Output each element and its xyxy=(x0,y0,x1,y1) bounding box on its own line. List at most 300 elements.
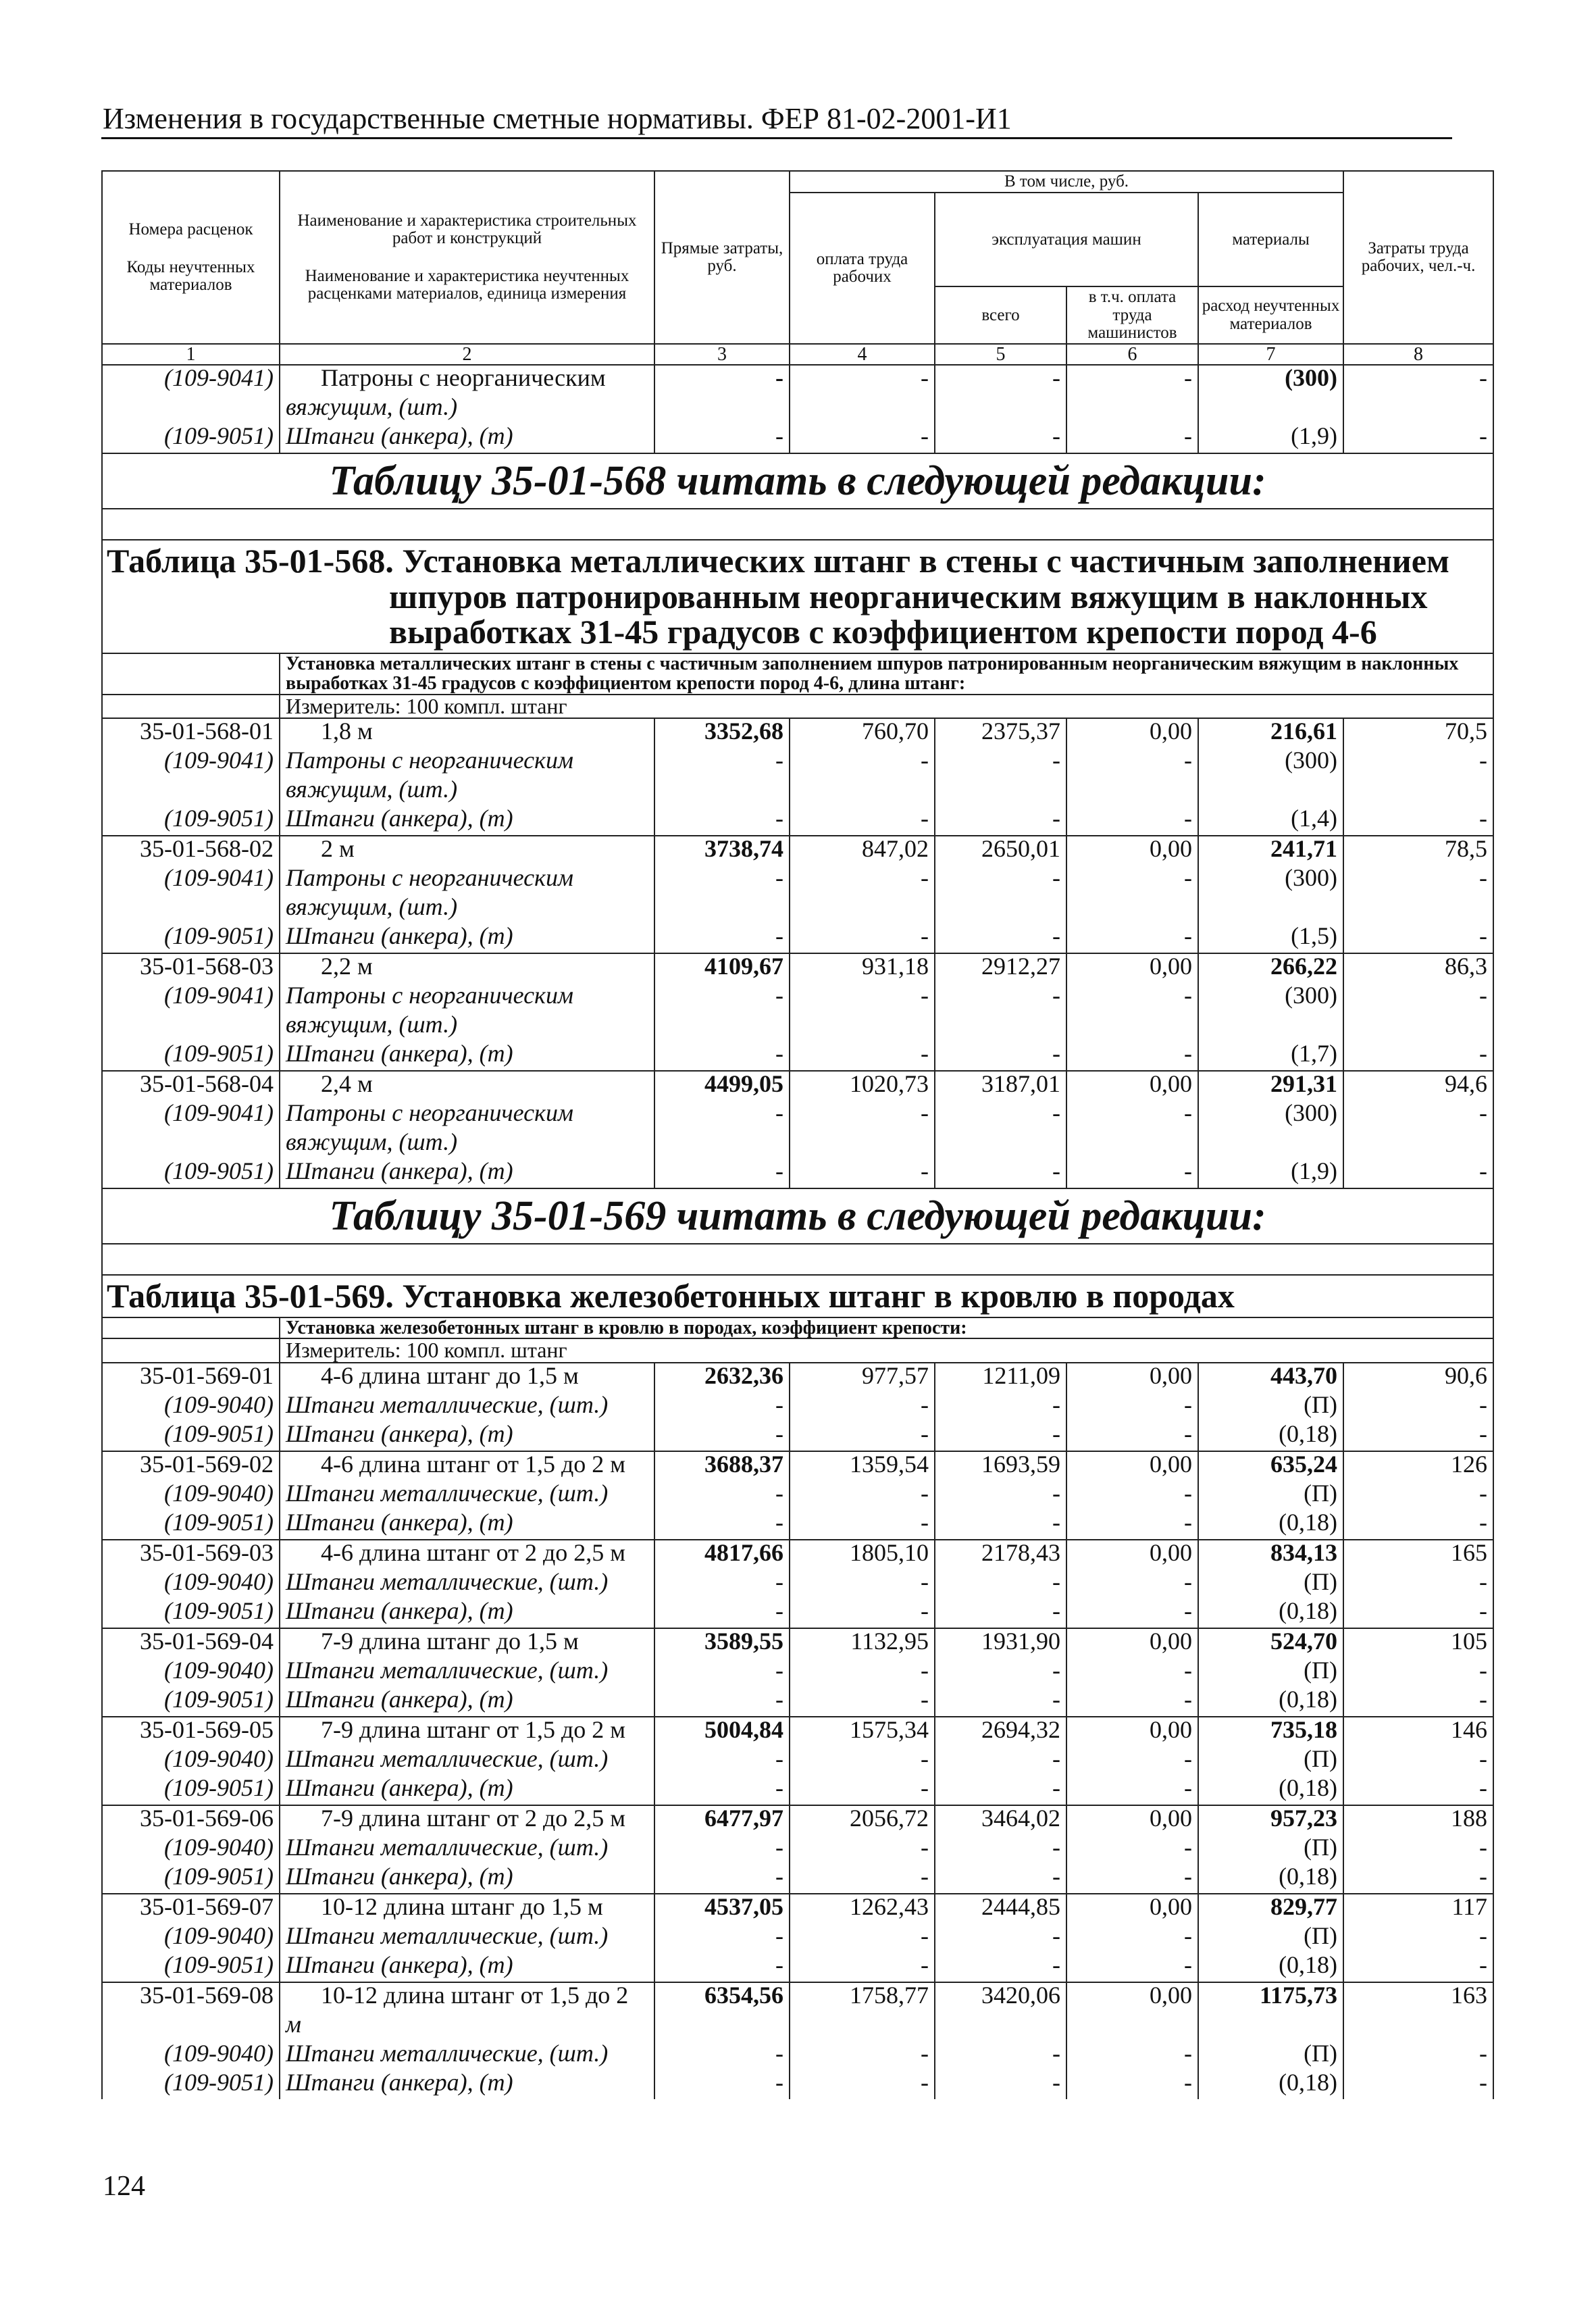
value-cell: 163 xyxy=(1343,1982,1493,2012)
table-row xyxy=(102,806,1493,836)
spacer-row xyxy=(102,1244,1493,1275)
value-cell: - xyxy=(654,1510,790,1540)
value-cell: 4109,67 xyxy=(654,953,790,983)
value-cell: 1805,10 xyxy=(790,1540,935,1569)
col-head-operator-wages: в т.ч. оплата труда машинистов xyxy=(1066,286,1198,344)
value-cell: - xyxy=(1066,1101,1198,1130)
value-cell: - xyxy=(1066,1422,1198,1451)
value-cell: - xyxy=(790,1159,935,1188)
value-cell: - xyxy=(1066,2070,1198,2099)
value-cell: 957,23 xyxy=(1198,1805,1343,1835)
value-cell: - xyxy=(1066,1953,1198,1982)
value-cell xyxy=(790,777,935,806)
material-code: (109-9040) xyxy=(102,1835,280,1864)
value-cell: 635,24 xyxy=(1198,1451,1343,1481)
value-cell: - xyxy=(935,1510,1066,1540)
value-cell: - xyxy=(790,1835,935,1864)
value-cell: - xyxy=(935,1392,1066,1422)
material-name: Штанги металлические, (шт.) xyxy=(280,1658,654,1687)
work-description: Патроны с неорганическим xyxy=(280,365,654,395)
value-cell: - xyxy=(935,1923,1066,1953)
rate-code: 35-01-569-07 xyxy=(102,1894,280,1923)
value-cell: 4499,05 xyxy=(654,1071,790,1101)
work-description: 10-12 длина штанг от 1,5 до 2 xyxy=(280,1982,654,2012)
value-cell: - xyxy=(1343,1041,1493,1071)
value-cell: (0,18) xyxy=(1198,1776,1343,1805)
value-cell xyxy=(790,395,935,424)
value-cell: - xyxy=(1343,806,1493,836)
value-cell: - xyxy=(790,1953,935,1982)
table-row xyxy=(102,1510,1493,1540)
material-code xyxy=(102,777,280,806)
material-code: (109-9051) xyxy=(102,424,280,453)
table-568-measure-row xyxy=(102,695,1493,719)
page-number: 124 xyxy=(103,2171,145,2202)
table-row xyxy=(102,1864,1493,1894)
value-cell: (П) xyxy=(1198,1746,1343,1776)
value-cell: (1,7) xyxy=(1198,1041,1343,1071)
value-cell: (П) xyxy=(1198,1392,1343,1422)
value-cell: 2694,32 xyxy=(935,1717,1066,1746)
material-code xyxy=(102,395,280,424)
value-cell: - xyxy=(1343,1422,1493,1451)
col-head-rate-numbers: Номера расценок xyxy=(128,220,253,238)
value-cell xyxy=(1066,1012,1198,1041)
material-name: Патроны с неорганическим xyxy=(280,1101,654,1130)
column-number: 8 xyxy=(1343,344,1493,365)
value-cell: (П) xyxy=(1198,2041,1343,2070)
value-cell: 146 xyxy=(1343,1717,1493,1746)
material-name: Патроны с неорганическим xyxy=(280,748,654,777)
material-name: Штанги (анкера), (т) xyxy=(280,806,654,836)
material-code: (109-9041) xyxy=(102,365,280,395)
value-cell: 266,22 xyxy=(1198,953,1343,983)
col-head-codes xyxy=(102,171,280,344)
value-cell: - xyxy=(790,1923,935,1953)
material-name: м xyxy=(280,2012,654,2041)
value-cell: - xyxy=(790,1041,935,1071)
value-cell: (П) xyxy=(1198,1658,1343,1687)
value-cell xyxy=(790,1012,935,1041)
value-cell: - xyxy=(790,1422,935,1451)
value-cell xyxy=(1198,1012,1343,1041)
value-cell: (1,4) xyxy=(1198,806,1343,836)
value-cell: - xyxy=(790,865,935,895)
table-row xyxy=(102,1422,1493,1451)
work-description: 4-6 длина штанг до 1,5 м xyxy=(280,1363,654,1392)
value-cell xyxy=(790,2012,935,2041)
value-cell: - xyxy=(790,1392,935,1422)
value-cell xyxy=(1198,777,1343,806)
rate-code: 35-01-569-03 xyxy=(102,1540,280,1569)
value-cell: - xyxy=(1066,924,1198,953)
value-cell: - xyxy=(1066,365,1198,395)
material-name: Штанги (анкера), (т) xyxy=(280,1687,654,1717)
material-code: (109-9051) xyxy=(102,806,280,836)
value-cell: 90,6 xyxy=(1343,1363,1493,1392)
col-head-names xyxy=(280,171,654,344)
value-cell: (300) xyxy=(1198,748,1343,777)
material-code: (109-9051) xyxy=(102,1159,280,1188)
value-cell: 165 xyxy=(1343,1540,1493,1569)
value-cell: - xyxy=(935,748,1066,777)
material-code: (109-9041) xyxy=(102,865,280,895)
material-name: Штанги металлические, (шт.) xyxy=(280,2041,654,2070)
material-code xyxy=(102,1130,280,1159)
value-cell: - xyxy=(935,1101,1066,1130)
table-568-subheading: Установка металлических штанг в стены с частичным заполнением шпуров патронированным неорганическим вяжущим в наклонных выработках 31-45 градусов с коэффициентом крепости пород 4-6, длина штанг: xyxy=(280,653,1493,695)
value-cell: 0,00 xyxy=(1066,1717,1198,1746)
value-cell: 2912,27 xyxy=(935,953,1066,983)
value-cell: - xyxy=(1343,1923,1493,1953)
value-cell xyxy=(1343,895,1493,924)
work-description: 2,4 м xyxy=(280,1071,654,1101)
table-row xyxy=(102,1658,1493,1687)
value-cell: (300) xyxy=(1198,983,1343,1012)
value-cell: - xyxy=(1343,1569,1493,1599)
value-cell xyxy=(654,1012,790,1041)
col-head-work-name: Наименование и характеристика строительных работ и конструкций xyxy=(297,211,637,247)
value-cell: - xyxy=(654,1864,790,1894)
value-cell: - xyxy=(790,1569,935,1599)
value-cell xyxy=(654,777,790,806)
value-cell: 2632,36 xyxy=(654,1363,790,1392)
col-head-machines-total: всего xyxy=(935,286,1066,344)
value-cell: 1262,43 xyxy=(790,1894,935,1923)
value-cell: 829,77 xyxy=(1198,1894,1343,1923)
value-cell: - xyxy=(1343,865,1493,895)
value-cell: 735,18 xyxy=(1198,1717,1343,1746)
material-code: (109-9040) xyxy=(102,1569,280,1599)
material-name: Штанги (анкера), (т) xyxy=(280,1422,654,1451)
value-cell xyxy=(935,1012,1066,1041)
value-cell: 834,13 xyxy=(1198,1540,1343,1569)
value-cell xyxy=(935,395,1066,424)
value-cell: 105 xyxy=(1343,1628,1493,1658)
value-cell xyxy=(654,2012,790,2041)
value-cell: - xyxy=(935,1569,1066,1599)
value-cell: 3420,06 xyxy=(935,1982,1066,2012)
value-cell: - xyxy=(1066,424,1198,453)
value-cell: - xyxy=(790,424,935,453)
material-name: Штанги (анкера), (т) xyxy=(280,1041,654,1071)
rate-code: 35-01-569-04 xyxy=(102,1628,280,1658)
value-cell: - xyxy=(654,1599,790,1628)
material-code xyxy=(102,895,280,924)
work-description: 10-12 длина штанг до 1,5 м xyxy=(280,1894,654,1923)
value-cell xyxy=(1198,395,1343,424)
rate-code: 35-01-569-05 xyxy=(102,1717,280,1746)
value-cell: - xyxy=(654,2041,790,2070)
value-cell: - xyxy=(935,1835,1066,1864)
table-row xyxy=(102,1717,1493,1746)
value-cell: - xyxy=(654,2070,790,2099)
value-cell: 2650,01 xyxy=(935,836,1066,865)
value-cell: - xyxy=(1343,924,1493,953)
table-row xyxy=(102,1982,1493,2012)
col-head-labor: Затраты труда рабочих, чел.-ч. xyxy=(1343,171,1493,344)
value-cell: - xyxy=(1343,1835,1493,1864)
value-cell: - xyxy=(935,2041,1066,2070)
value-cell: 3352,68 xyxy=(654,718,790,748)
table-row xyxy=(102,1805,1493,1835)
value-cell xyxy=(935,895,1066,924)
value-cell: (0,18) xyxy=(1198,1953,1343,1982)
table-row xyxy=(102,777,1493,806)
value-cell xyxy=(1066,395,1198,424)
work-description: 4-6 длина штанг от 2 до 2,5 м xyxy=(280,1540,654,1569)
column-number: 6 xyxy=(1066,344,1198,365)
empty-cell xyxy=(102,653,280,695)
value-cell: (300) xyxy=(1198,365,1343,395)
material-name: вяжущим, (шт.) xyxy=(280,777,654,806)
value-cell: - xyxy=(654,1422,790,1451)
table-row xyxy=(102,865,1493,895)
value-cell xyxy=(935,777,1066,806)
value-cell: - xyxy=(1066,1658,1198,1687)
table-row xyxy=(102,1569,1493,1599)
value-cell: 94,6 xyxy=(1343,1071,1493,1101)
redaction-note-row xyxy=(102,453,1493,509)
value-cell: - xyxy=(654,865,790,895)
value-cell: - xyxy=(654,1569,790,1599)
value-cell: - xyxy=(1066,1510,1198,1540)
material-name: вяжущим, (шт.) xyxy=(280,395,654,424)
value-cell: 2375,37 xyxy=(935,718,1066,748)
work-description: 7-9 длина штанг от 2 до 2,5 м xyxy=(280,1805,654,1835)
table-row xyxy=(102,836,1493,865)
value-cell: - xyxy=(935,1776,1066,1805)
value-cell: - xyxy=(654,365,790,395)
material-code: (109-9051) xyxy=(102,1041,280,1071)
value-cell xyxy=(1343,1012,1493,1041)
value-cell: - xyxy=(1066,865,1198,895)
table-row xyxy=(102,1130,1493,1159)
value-cell: - xyxy=(790,1599,935,1628)
value-cell: - xyxy=(935,1864,1066,1894)
value-cell: - xyxy=(790,983,935,1012)
value-cell: - xyxy=(790,1658,935,1687)
value-cell: - xyxy=(654,1776,790,1805)
table-row xyxy=(102,1599,1493,1628)
value-cell: - xyxy=(1066,1776,1198,1805)
value-cell: 4817,66 xyxy=(654,1540,790,1569)
value-cell: 0,00 xyxy=(1066,1894,1198,1923)
column-number: 1 xyxy=(102,344,280,365)
col-head-direct-costs: Прямые затраты, руб. xyxy=(654,171,790,344)
table-row xyxy=(102,748,1493,777)
value-cell: - xyxy=(790,748,935,777)
value-cell: - xyxy=(1343,1159,1493,1188)
value-cell: 1575,34 xyxy=(790,1717,935,1746)
value-cell: (0,18) xyxy=(1198,1510,1343,1540)
material-code: (109-9051) xyxy=(102,1864,280,1894)
material-name: Штанги металлические, (шт.) xyxy=(280,1746,654,1776)
value-cell: - xyxy=(1343,2041,1493,2070)
value-cell: - xyxy=(935,1687,1066,1717)
table-row xyxy=(102,1451,1493,1481)
col-head-materials: материалы xyxy=(1198,193,1343,286)
table-row xyxy=(102,1835,1493,1864)
value-cell: - xyxy=(790,365,935,395)
material-name: Штанги (анкера), (т) xyxy=(280,2070,654,2099)
table-row xyxy=(102,365,1493,395)
value-cell: 0,00 xyxy=(1066,1982,1198,2012)
value-cell: - xyxy=(1066,806,1198,836)
rate-code: 35-01-569-08 xyxy=(102,1982,280,2012)
value-cell: - xyxy=(1343,1510,1493,1540)
value-cell: (300) xyxy=(1198,865,1343,895)
material-name: Штанги металлические, (шт.) xyxy=(280,1392,654,1422)
value-cell xyxy=(1343,2012,1493,2041)
table-569-measure: Измеритель: 100 компл. штанг xyxy=(280,1338,1493,1363)
value-cell: 524,70 xyxy=(1198,1628,1343,1658)
value-cell: 0,00 xyxy=(1066,1628,1198,1658)
value-cell: - xyxy=(1066,1835,1198,1864)
value-cell: - xyxy=(790,1746,935,1776)
table-row xyxy=(102,983,1493,1012)
material-name: вяжущим, (шт.) xyxy=(280,1012,654,1041)
value-cell: (П) xyxy=(1198,1835,1343,1864)
material-code: (109-9040) xyxy=(102,1923,280,1953)
material-name: Штанги металлические, (шт.) xyxy=(280,1481,654,1510)
value-cell xyxy=(654,1130,790,1159)
table-569-title-row xyxy=(102,1275,1493,1317)
value-cell: - xyxy=(1343,424,1493,453)
material-name: Штанги (анкера), (т) xyxy=(280,424,654,453)
rate-code: 35-01-568-03 xyxy=(102,953,280,983)
table-row xyxy=(102,1776,1493,1805)
value-cell xyxy=(790,895,935,924)
value-cell: - xyxy=(654,924,790,953)
value-cell: 847,02 xyxy=(790,836,935,865)
value-cell: 0,00 xyxy=(1066,1071,1198,1101)
value-cell: - xyxy=(935,865,1066,895)
redaction-note: Таблицу 35-01-569 читать в следующей редакции: xyxy=(102,1188,1493,1244)
value-cell: - xyxy=(1066,1159,1198,1188)
value-cell xyxy=(935,1130,1066,1159)
value-cell xyxy=(1198,1130,1343,1159)
material-code: (109-9040) xyxy=(102,1658,280,1687)
table-row xyxy=(102,895,1493,924)
value-cell xyxy=(1343,1130,1493,1159)
value-cell: - xyxy=(1343,1658,1493,1687)
value-cell: 6477,97 xyxy=(654,1805,790,1835)
page-header: Изменения в государственные сметные нормативы. ФЕР 81-02-2001-И1 xyxy=(103,102,1012,135)
value-cell: 0,00 xyxy=(1066,1451,1198,1481)
table-row xyxy=(102,2041,1493,2070)
value-cell: 70,5 xyxy=(1343,718,1493,748)
material-name: Штанги (анкера), (т) xyxy=(280,1776,654,1805)
value-cell: - xyxy=(1066,1923,1198,1953)
material-code: (109-9051) xyxy=(102,2070,280,2099)
value-cell: - xyxy=(1066,1864,1198,1894)
table-569-subheading: Установка железобетонных штанг в кровлю в породах, коэффициент крепости: xyxy=(280,1317,1493,1338)
value-cell: - xyxy=(1343,1481,1493,1510)
value-cell: (0,18) xyxy=(1198,2070,1343,2099)
rate-code: 35-01-568-01 xyxy=(102,718,280,748)
table-569-subheading-row xyxy=(102,1317,1493,1338)
material-name: Штанги (анкера), (т) xyxy=(280,1864,654,1894)
table-568-title-rest: шпуров патронированным неорганическим вяжущим в наклонных выработках 31-45 градусов с коэффициентом крепости пород 4-6 xyxy=(389,577,1428,651)
value-cell: - xyxy=(790,924,935,953)
table-row xyxy=(102,1894,1493,1923)
value-cell: - xyxy=(1066,2041,1198,2070)
column-number: 7 xyxy=(1198,344,1343,365)
value-cell: - xyxy=(654,1159,790,1188)
material-code: (109-9051) xyxy=(102,1422,280,1451)
table-row xyxy=(102,718,1493,748)
value-cell: - xyxy=(1343,1101,1493,1130)
table-row xyxy=(102,1687,1493,1717)
value-cell: 78,5 xyxy=(1343,836,1493,865)
work-description: 7-9 длина штанг от 1,5 до 2 м xyxy=(280,1717,654,1746)
material-name: Штанги (анкера), (т) xyxy=(280,1510,654,1540)
value-cell: 241,71 xyxy=(1198,836,1343,865)
column-numbers-row xyxy=(102,344,1493,365)
empty-cell xyxy=(102,1317,280,1338)
material-code: (109-9041) xyxy=(102,983,280,1012)
value-cell: - xyxy=(935,424,1066,453)
material-code: (109-9051) xyxy=(102,1953,280,1982)
col-head-material-codes: Коды неучтенных материалов xyxy=(126,257,255,295)
table-row xyxy=(102,1540,1493,1569)
table-568-title-first: Таблица 35-01-568. Установка металлических штанг в стены с частичным заполнением xyxy=(107,542,1449,580)
value-cell: 216,61 xyxy=(1198,718,1343,748)
value-cell: (0,18) xyxy=(1198,1864,1343,1894)
value-cell: - xyxy=(654,1481,790,1510)
column-number: 3 xyxy=(654,344,790,365)
value-cell: 1693,59 xyxy=(935,1451,1066,1481)
spacer xyxy=(102,1244,1493,1275)
table-row xyxy=(102,1101,1493,1130)
value-cell: 3589,55 xyxy=(654,1628,790,1658)
material-name: Патроны с неорганическим xyxy=(280,865,654,895)
value-cell: 117 xyxy=(1343,1894,1493,1923)
value-cell: 0,00 xyxy=(1066,718,1198,748)
table-568-title xyxy=(102,540,1493,653)
value-cell: - xyxy=(1066,1687,1198,1717)
value-cell: 0,00 xyxy=(1066,1363,1198,1392)
value-cell: 3738,74 xyxy=(654,836,790,865)
value-cell: 4537,05 xyxy=(654,1894,790,1923)
rates-table xyxy=(101,170,1494,2099)
work-description: 7-9 длина штанг до 1,5 м xyxy=(280,1628,654,1658)
value-cell: - xyxy=(935,1159,1066,1188)
value-cell: (1,9) xyxy=(1198,424,1343,453)
material-name: Штанги (анкера), (т) xyxy=(280,1159,654,1188)
value-cell xyxy=(654,895,790,924)
value-cell: - xyxy=(935,1658,1066,1687)
value-cell: - xyxy=(935,1746,1066,1776)
value-cell: 0,00 xyxy=(1066,1805,1198,1835)
work-description: 2,2 м xyxy=(280,953,654,983)
value-cell: - xyxy=(1343,1599,1493,1628)
value-cell: - xyxy=(654,748,790,777)
value-cell xyxy=(1343,395,1493,424)
table-row xyxy=(102,953,1493,983)
value-cell: 5004,84 xyxy=(654,1717,790,1746)
col-head-including: В том числе, руб. xyxy=(790,171,1343,193)
table-569-measure-row xyxy=(102,1338,1493,1363)
value-cell: - xyxy=(790,1101,935,1130)
value-cell: - xyxy=(1343,1953,1493,1982)
value-cell xyxy=(1343,777,1493,806)
value-cell: - xyxy=(1343,1776,1493,1805)
table-568-title-row xyxy=(102,540,1493,653)
value-cell: 0,00 xyxy=(1066,836,1198,865)
material-name: вяжущим, (шт.) xyxy=(280,895,654,924)
